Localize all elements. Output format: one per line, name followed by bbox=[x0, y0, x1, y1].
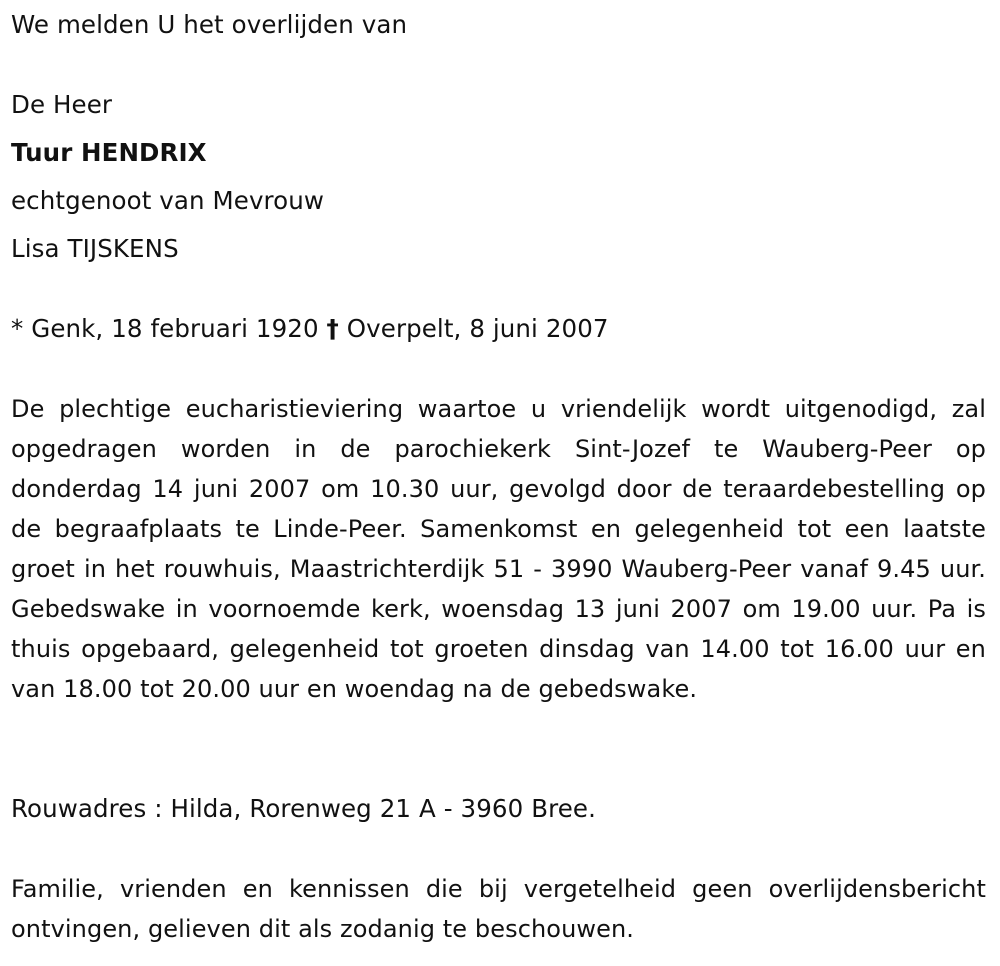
spouse-name: Lisa TIJSKENS bbox=[11, 234, 179, 263]
spouse-label: echtgenoot van Mevrouw bbox=[11, 186, 325, 215]
closing-paragraph: Familie, vrienden en kennissen die bij vergetelheid geen overlijdensbericht ontvingen, gelieven dit als zodanig te beschouwen. bbox=[11, 875, 986, 943]
birth-info: * Genk, 18 februari 1920 bbox=[11, 314, 319, 343]
mourning-address: Rouwadres : Hilda, Rorenweg 21 A - 3960 Bree. bbox=[11, 794, 596, 823]
honorific: De Heer bbox=[11, 90, 113, 119]
intro-text: We melden U het overlijden van bbox=[11, 10, 408, 39]
ceremony-paragraph: De plechtige eucharistieviering waartoe u vriendelijk wordt uitgenodigd, zal opgedragen worden in de parochiekerk Sint-Jozef te Wauberg-Peer op donderdag 14 juni 2007 om 10.30 uur, gevolgd door de teraardebestelling op de begraafplaats te Linde-Peer. Samenkomst en gelegenheid tot een laatste groet in het rouwhuis, Maastrichterdijk 51 - 3990 Wauberg-Peer vanaf 9.45 uur. Gebedswake in voornoemde kerk, woensdag 13 juni 2007 om 19.00 uur. Pa is thuis opgebaard, gelegenheid tot groeten dinsdag van 14.00 tot 16.00 uur en van 18.00 tot 20.00 uur en woendag na de gebedswake. bbox=[11, 395, 986, 703]
death-info: Overpelt, 8 juni 2007 bbox=[346, 314, 609, 343]
deceased-name: Tuur HENDRIX bbox=[11, 138, 207, 167]
cross-icon: † bbox=[326, 314, 339, 343]
life-dates bbox=[11, 314, 609, 344]
